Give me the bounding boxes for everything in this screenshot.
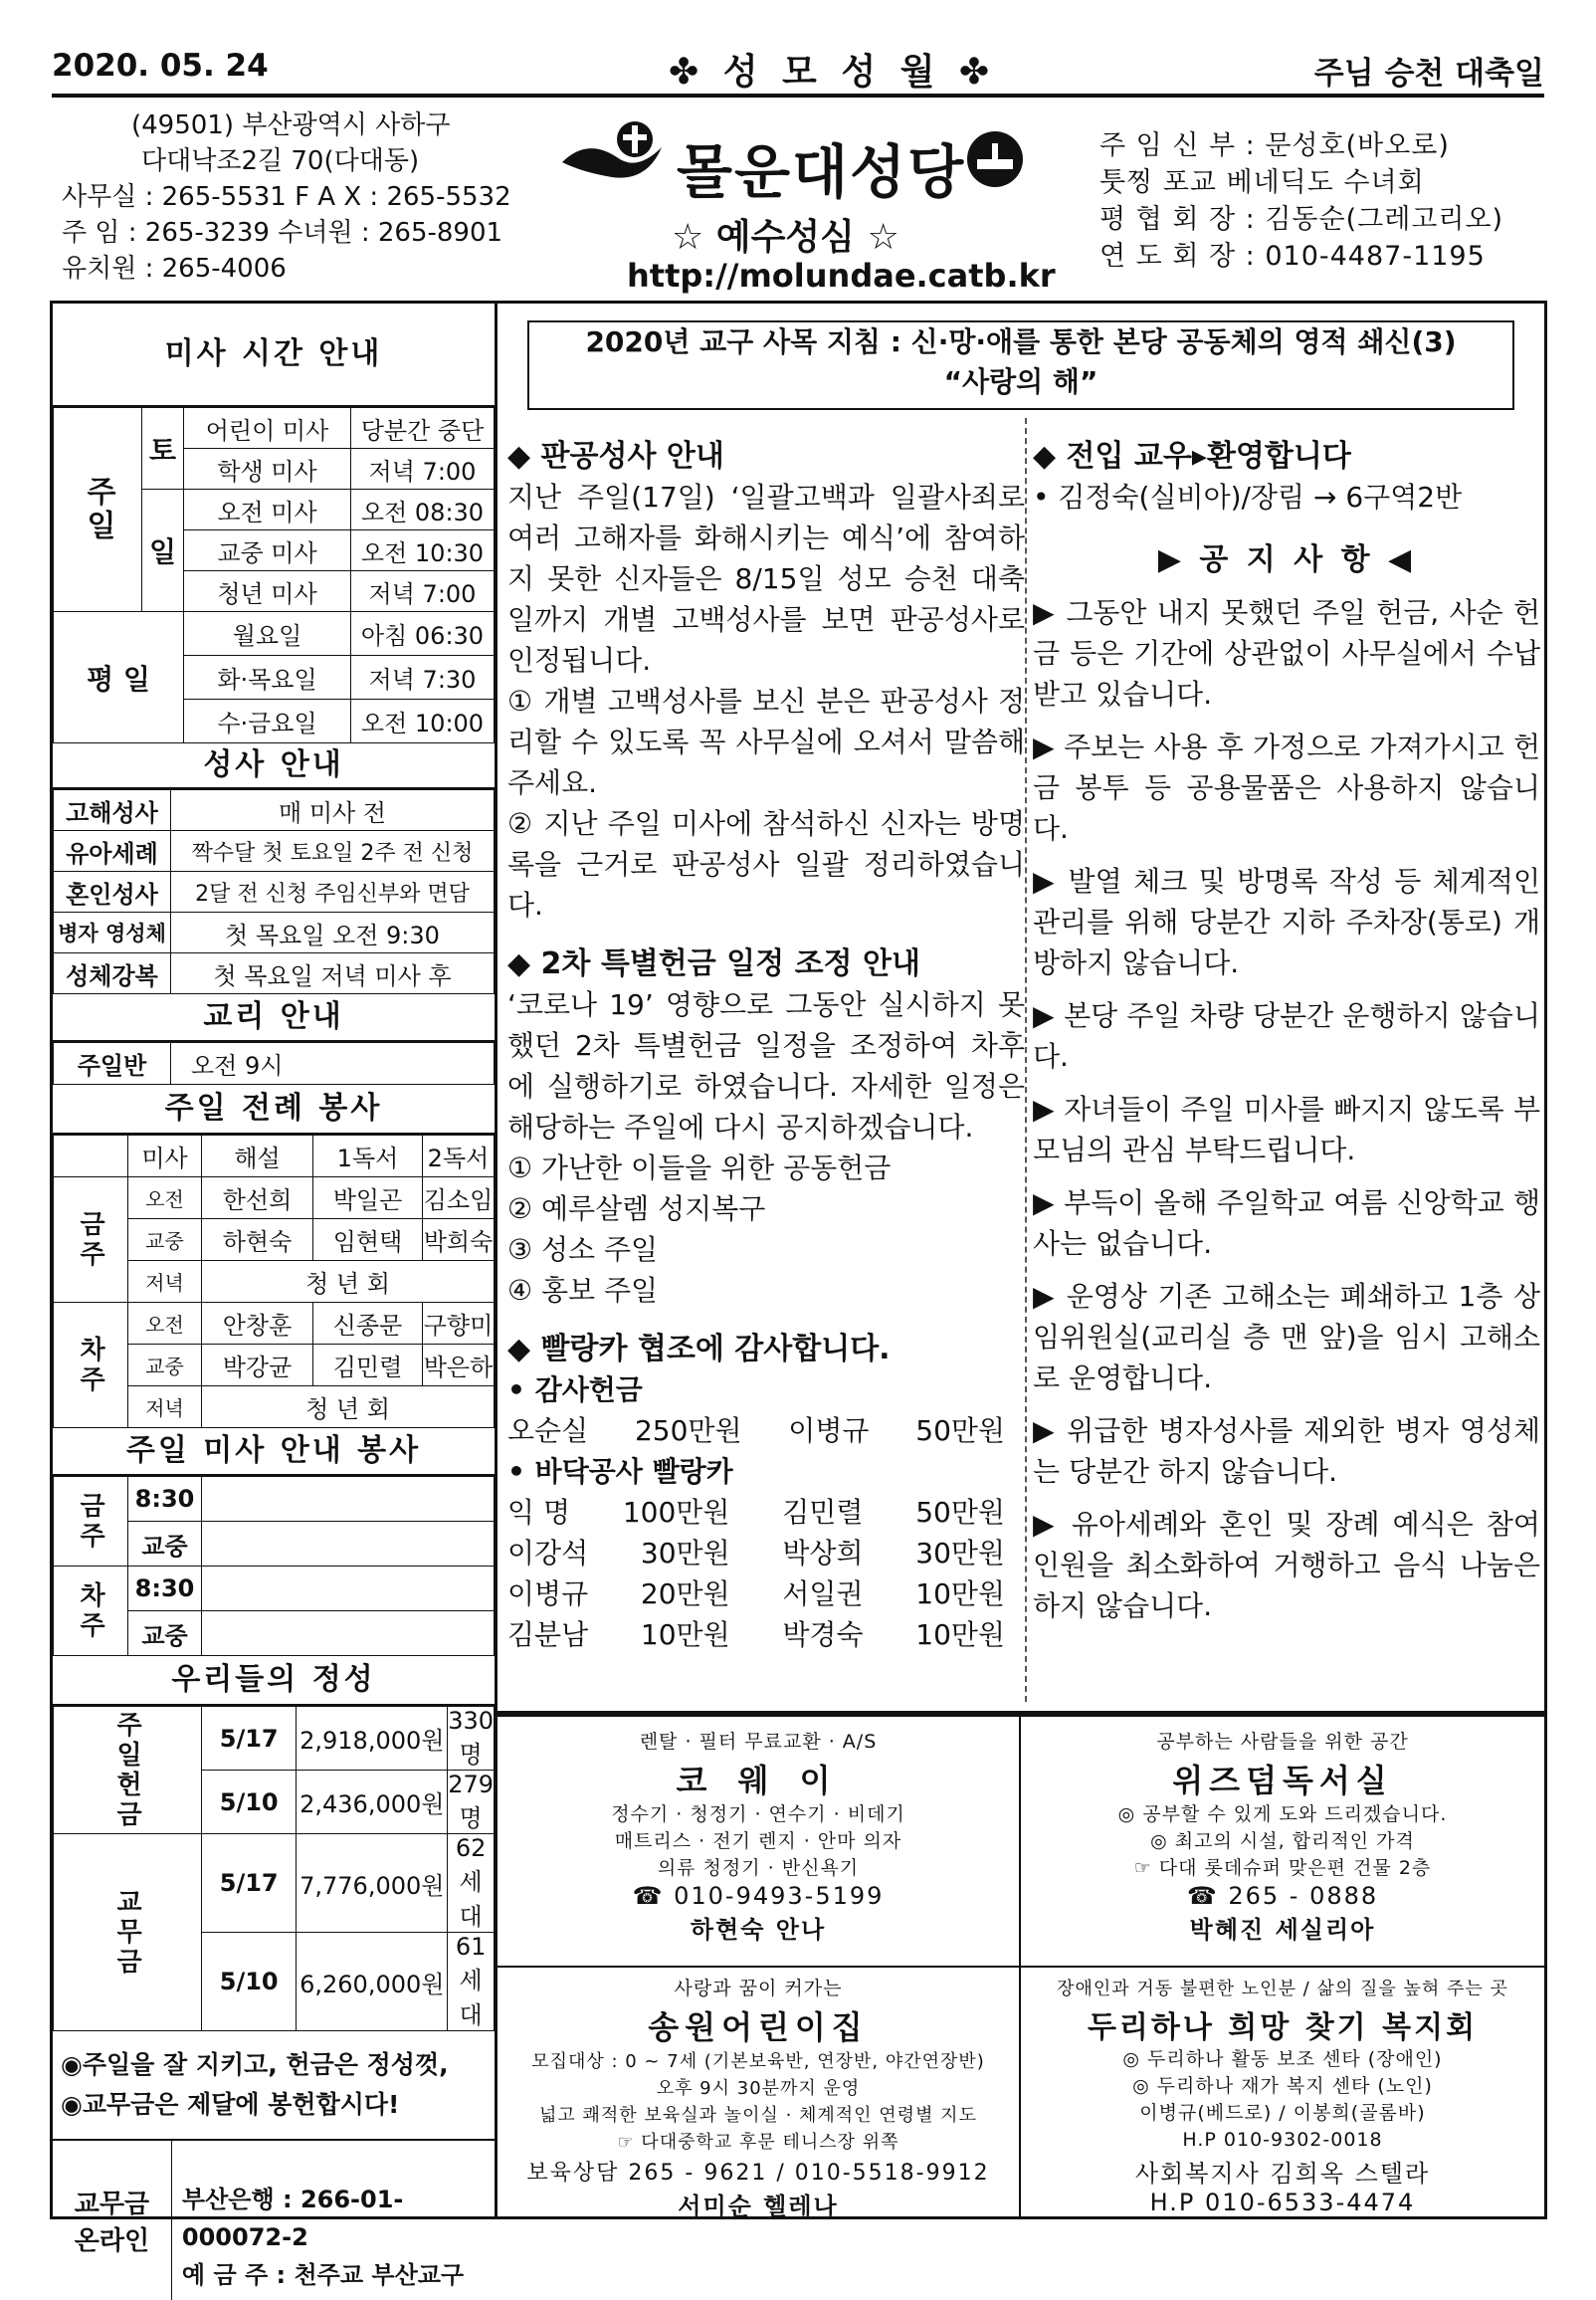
banner-subtitle: “사랑의 해” — [943, 365, 1098, 398]
ad-durihana — [1021, 1968, 1544, 2218]
mass-name: 교중 미사 — [184, 530, 351, 571]
reader-2: 김소임 — [423, 1177, 495, 1219]
liturgy-table — [53, 1135, 495, 1428]
mass-times-title: 미사 시간 안내 — [53, 304, 495, 407]
sacrament-value: 첫 목요일 오전 9:30 — [171, 913, 495, 953]
ad-line: 모집대상 : 0 ~ 7세 (기본보육반, 연장반, 야간연장반) — [531, 2051, 985, 2072]
liturgy-header: 1독서 — [313, 1136, 423, 1177]
donor-amount: 10만원 — [915, 1618, 1005, 1651]
sacraments-table — [53, 789, 495, 994]
church-building-icon — [965, 129, 1025, 189]
kindergarten-phone: 유치원 : 265-4006 — [62, 254, 287, 284]
bulletin-title: ✤ 성 모 성 월 ✤ — [669, 52, 996, 93]
offering-count: 330명 — [448, 1707, 494, 1769]
guide-empty — [202, 1611, 495, 1656]
offering-date: 5/17 — [202, 1834, 297, 1933]
offering-note: ◉주일을 잘 지키고, 헌금은 정성껏, — [61, 2050, 449, 2079]
guide-slot: 교중 — [128, 1522, 202, 1567]
mass-label: 오전 — [128, 1177, 202, 1219]
reader-1: 임현택 — [313, 1219, 423, 1261]
offering-amount: 2,436,000원 — [297, 1771, 448, 1834]
staff-line: 연 도 회 장 : 010-4487-1195 — [1099, 241, 1486, 272]
offering-amount: 7,776,000원 — [297, 1834, 448, 1933]
address-line: 다대낙조2길 70(다대동) — [141, 146, 420, 176]
reader-2: 박은하 — [423, 1345, 495, 1386]
donor-name: 서일권 — [782, 1577, 864, 1610]
reader-1: 김민렬 — [313, 1345, 423, 1386]
mass-time: 오전 10:30 — [351, 530, 495, 571]
notices-heading: ▶ 공 지 사 항 ◀ — [1157, 542, 1416, 577]
reader-1: 신종문 — [313, 1303, 423, 1345]
confession-item: ② 지난 주일 미사에 참석하신 신자는 방명록을 근거로 판공성사 일괄 정리하였습니다. — [507, 807, 1025, 922]
catechism-time: 오전 9시 — [171, 1043, 495, 1085]
palanca-subheading: • 바닥공사 빨랑카 — [507, 1455, 733, 1488]
offering-count: 279명 — [448, 1771, 494, 1832]
pastoral-banner — [527, 320, 1514, 410]
ad-line: ☞ 다대 롯데슈퍼 맞은편 건물 2층 — [1133, 1857, 1432, 1879]
mass-label: 교중 — [128, 1345, 202, 1386]
palanca-heading: ◆ 빨랑카 협조에 감사합니다. — [507, 1332, 891, 1366]
ad-line: H.P 010-9302-0018 — [1182, 2129, 1383, 2151]
guide-slot: 8:30 — [128, 1567, 202, 1611]
donor-amount: 30만원 — [640, 1537, 730, 1569]
mass-name: 청년 미사 — [184, 571, 351, 612]
commentator: 하현숙 — [202, 1219, 313, 1261]
commentator: 한선희 — [202, 1177, 313, 1219]
mass-name: 어린이 미사 — [184, 408, 351, 449]
this-week-label: 금주 — [54, 1177, 128, 1303]
this-week-label: 금주 — [54, 1477, 128, 1567]
ad-line: 오후 9시 30분까지 운영 — [656, 2078, 861, 2099]
ad-name: 두리하나 희망 찾기 복지회 — [1087, 2010, 1479, 2045]
top-bar — [52, 44, 1544, 98]
ad-tagline: 공부하는 사람들을 위한 공간 — [1156, 1731, 1409, 1753]
guide-slot: 교중 — [128, 1611, 202, 1656]
donor-amount: 30만원 — [915, 1537, 1005, 1569]
mass-times-table — [53, 407, 495, 743]
ad-songwon — [498, 1968, 1021, 2218]
special-offering-item: ① 가난한 이들을 위한 공동헌금 — [507, 1151, 892, 1184]
ad-wisdom — [1021, 1717, 1544, 1968]
mass-time: 당분간 중단 — [351, 408, 495, 449]
guide-slot: 8:30 — [128, 1477, 202, 1522]
donor-amount: 50만원 — [915, 1496, 1005, 1529]
mass-time: 오전 08:30 — [351, 490, 495, 530]
offering-table — [53, 1706, 495, 2031]
commentator: 박강균 — [202, 1345, 313, 1386]
donor-amount: 50만원 — [915, 1414, 1005, 1447]
confession-heading: ◆ 판공성사 안내 — [507, 439, 724, 474]
address-line: (49501) 부산광역시 사하구 — [131, 110, 451, 140]
cross-wave-logo-icon — [557, 117, 667, 197]
youth-group: 청 년 회 — [202, 1386, 495, 1428]
church-motto: ☆ 예수성심 ☆ — [672, 217, 899, 258]
catechism-name: 주일반 — [54, 1043, 171, 1085]
sunday-day-label: 일 — [142, 490, 184, 612]
confession-item: ① 개별 고백성사를 보신 분은 판공성사 정리할 수 있도록 꼭 사무실에 오셔서 말씀해 주세요. — [507, 685, 1025, 799]
ad-line: 매트리스 · 전기 렌지 · 안마 의자 — [614, 1830, 902, 1852]
guide-title: 주일 미사 안내 봉사 — [53, 1428, 495, 1476]
mass-label: 저녁 — [128, 1386, 202, 1428]
notice-item: ▶ 주보는 사용 후 가정으로 가져가시고 헌금 봉투 등 공용물품은 사용하지 않습니다. — [1033, 731, 1540, 845]
sacrament-name: 유아세례 — [54, 831, 171, 872]
staff-line: 주 임 신 부 : 문성호(바오로) — [1099, 130, 1450, 161]
ad-tagline: 사랑과 꿈이 커가는 — [674, 1978, 843, 1999]
mass-time: 저녁 7:30 — [351, 656, 495, 700]
mass-label: 저녁 — [128, 1261, 202, 1303]
donor-row — [507, 1410, 1025, 1451]
offering-title: 우리들의 정성 — [53, 1656, 495, 1706]
ad-tagline: 렌탈 · 필터 무료교환 · A/S — [639, 1731, 878, 1753]
church-url[interactable]: http://molundae.catb.kr — [627, 257, 1056, 295]
mass-name: 학생 미사 — [184, 449, 351, 490]
ad-contact: 박혜진 세실리아 — [1189, 1916, 1376, 1944]
dues-label: 교무금 — [54, 1834, 202, 2031]
sacrament-value: 짝수달 첫 토요일 2주 전 신청 — [171, 831, 495, 872]
offering-amount: 2,918,000원 — [297, 1707, 448, 1771]
donor-name: 박경숙 — [782, 1618, 864, 1651]
mass-name: 화·목요일 — [184, 656, 351, 700]
ad-phone: ☎ 010-9493-5199 — [632, 1882, 885, 1910]
priest-phone: 주 임 : 265-3239 수녀원 : 265-8901 — [62, 218, 503, 248]
donor-name: 익 명 — [507, 1496, 570, 1529]
church-logo — [557, 117, 1056, 307]
catechism-table — [53, 1042, 495, 1085]
sacrament-name: 혼인성사 — [54, 872, 171, 913]
ad-line: 정수기 · 청정기 · 연수기 · 비데기 — [611, 1803, 905, 1825]
notice-item: ▶ 그동안 내지 못했던 주일 헌금, 사순 헌금 등은 기간에 상관없이 사무실에서 수납 받고 있습니다. — [1033, 596, 1540, 711]
notice-item: ▶ 운영상 기존 고해소는 폐쇄하고 1층 상임위원실(교리실 층 맨 앞)을 임시 고해소로 운영합니다. — [1033, 1280, 1540, 1394]
news-column-right — [1033, 436, 1540, 1626]
guide-table — [53, 1476, 495, 1656]
banner-line: 2020년 교구 사목 지침 : 신·망·애를 통한 본당 공동체의 영적 쇄신(3) — [585, 325, 1457, 358]
mass-name: 월요일 — [184, 612, 351, 656]
sunday-label: 주일 — [54, 408, 142, 612]
ad-phone: 보육상담 265 - 9621 / 010-5518-9912 — [526, 2161, 990, 2186]
mass-label: 교중 — [128, 1219, 202, 1261]
sacrament-value: 매 미사 전 — [171, 790, 495, 831]
staff-line: 툿찡 포교 베네딕도 수녀회 — [1099, 167, 1425, 198]
ad-line: 이병규(베드로) / 이봉희(골롬바) — [1139, 2102, 1426, 2124]
donor-name: 오순실 — [507, 1414, 589, 1447]
saturday-label: 토 — [142, 408, 184, 490]
mass-label: 오전 — [128, 1303, 202, 1345]
online-payment — [53, 2141, 495, 2300]
notice-item: ▶ 자녀들이 주일 미사를 빠지지 않도록 부모님의 관심 부탁드립니다. — [1033, 1093, 1540, 1166]
special-offering-item: ④ 홍보 주일 — [507, 1274, 659, 1307]
ads-box — [498, 1714, 1547, 2219]
special-offering-heading: ◆ 2차 특별헌금 일정 조정 안내 — [507, 946, 920, 981]
ad-line: 의류 청정기 · 반신욕기 — [657, 1857, 860, 1879]
ad-phone: 사회복지사 김희옥 스텔라 — [1134, 2160, 1431, 2188]
offering-date: 5/10 — [202, 1771, 297, 1834]
ad-line: ◎ 최고의 시설, 합리적인 가격 — [1150, 1830, 1415, 1852]
account-holder: 예 금 주 : 천주교 부산교구 — [181, 2261, 465, 2289]
donor-amount: 10만원 — [915, 1577, 1005, 1610]
ad-tagline: 장애인과 거동 불편한 노인분 / 삶의 질을 높혀 주는 곳 — [1057, 1979, 1508, 1999]
next-week-label: 차주 — [54, 1303, 128, 1428]
donor-name: 이병규 — [788, 1414, 870, 1447]
liturgy-header: 해설 — [202, 1136, 313, 1177]
mass-name: 수·금요일 — [184, 700, 351, 743]
offering-amount: 6,260,000원 — [297, 1933, 448, 2031]
ad-line: ◎ 두리하나 재가 복지 센타 (노인) — [1132, 2075, 1433, 2097]
mass-time: 저녁 7:00 — [351, 449, 495, 490]
palanca-subheading: • 감사헌금 — [507, 1373, 643, 1406]
welcome-heading: ◆ 전입 교우▸환영합니다 — [1033, 439, 1351, 474]
donor-name: 김분남 — [507, 1618, 589, 1651]
special-offering-item: ② 예루살렘 성지복구 — [507, 1192, 766, 1225]
liturgy-header: 2독서 — [423, 1136, 495, 1177]
catechism-title: 교리 안내 — [53, 994, 495, 1042]
column-divider — [1025, 418, 1027, 1702]
next-week-label: 차주 — [54, 1567, 128, 1656]
ad-line: ◎ 두리하나 활동 보조 센타 (장애인) — [1122, 2048, 1443, 2070]
donor-name: 박상희 — [782, 1537, 864, 1569]
staff-line: 평 협 회 장 : 김동순(그레고리오) — [1099, 204, 1504, 235]
sacrament-value: 2달 전 신청 주임신부와 면담 — [171, 872, 495, 913]
ad-contact: H.P 010-6533-4474 — [1149, 2189, 1416, 2216]
issue-date: 2020. 05. 24 — [52, 48, 269, 84]
notice-item: ▶ 본당 주일 차량 당분간 운행하지 않습니다. — [1033, 999, 1540, 1073]
donor-row — [507, 1533, 1025, 1573]
offering-notes — [53, 2031, 495, 2141]
offering-date: 5/10 — [202, 1933, 297, 2031]
donor-row — [507, 1492, 1025, 1533]
sacrament-name: 성체강복 — [54, 953, 171, 994]
staff-list — [1099, 127, 1503, 275]
donor-name: 이강석 — [507, 1537, 589, 1569]
mass-time: 오전 10:00 — [351, 700, 495, 743]
ad-name: 코 웨 이 — [676, 1762, 841, 1799]
donor-amount: 20만원 — [640, 1577, 730, 1610]
mass-time: 저녁 7:00 — [351, 571, 495, 612]
corner-cell — [54, 1136, 128, 1177]
online-label: 교무금 온라인 — [53, 2141, 172, 2300]
sunday-offering-label: 주일헌금 — [54, 1707, 202, 1834]
mass-time: 아침 06:30 — [351, 612, 495, 656]
ad-coway — [498, 1717, 1021, 1968]
sacraments-title: 성사 안내 — [53, 743, 495, 789]
offering-count: 62세대 — [448, 1834, 495, 1933]
guide-empty — [202, 1567, 495, 1611]
ad-contact: 서미순 헬레나 — [678, 2193, 839, 2220]
church-address — [62, 107, 511, 287]
donor-amount: 10만원 — [640, 1618, 730, 1651]
ad-line: ◎ 공부할 수 있게 도와 드리겠습니다. — [1117, 1803, 1448, 1825]
office-phone: 사무실 : 265-5531 F A X : 265-5532 — [62, 182, 511, 212]
guide-empty — [202, 1477, 495, 1522]
youth-group: 청 년 회 — [202, 1261, 495, 1303]
notice-item: ▶ 발열 체크 및 방명록 작성 등 체계적인 관리를 위해 당분간 지하 주차장(통로) 개방하지 않습니다. — [1033, 865, 1540, 979]
liturgy-header: 미사 — [128, 1136, 202, 1177]
donor-row — [507, 1573, 1025, 1614]
bank-account: 부산은행 : 266-01-000072-2 — [181, 2186, 404, 2251]
donor-name: 김민렬 — [782, 1496, 864, 1529]
donor-amount: 250만원 — [634, 1414, 742, 1447]
church-name: 몰운대성당 — [677, 138, 966, 206]
ad-name: 위즈덤독서실 — [1172, 1762, 1393, 1799]
special-offering-item: ③ 성소 주일 — [507, 1233, 659, 1266]
ad-line: ☞ 다대중학교 후문 테니스장 위쪽 — [617, 2132, 899, 2153]
sacrament-name: 병자 영성체 — [54, 913, 171, 953]
weekday-label: 평 일 — [54, 612, 184, 743]
confession-body: 지난 주일(17일) ‘일괄고백과 일괄사죄로 여러 고해자를 화해시키는 예식’에 참여하지 못한 신자들은 8/15일 성모 승천 대축일까지 개별 고백성사를 보면 판공성사로 인정됩니다. — [507, 481, 1025, 677]
mass-name: 오전 미사 — [184, 490, 351, 530]
ad-contact: 하현숙 안나 — [690, 1916, 827, 1944]
news-column-left — [507, 436, 1025, 1655]
guide-empty — [202, 1522, 495, 1567]
liturgy-title: 주일 전례 봉사 — [53, 1085, 495, 1135]
notice-item: ▶ 유아세례와 혼인 및 장례 예식은 참여 인원을 최소화하여 거행하고 음식 나눔은 하지 않습니다. — [1033, 1508, 1540, 1622]
donor-row — [507, 1614, 1025, 1655]
donor-amount: 100만원 — [622, 1496, 730, 1529]
ad-line: 넓고 쾌적한 보육실과 놀이실 · 체계적인 연령별 지도 — [539, 2105, 977, 2126]
left-column — [50, 301, 498, 2289]
ad-name: 송원어린이집 — [648, 2008, 869, 2046]
offering-date: 5/17 — [202, 1707, 297, 1771]
donor-name: 이병규 — [507, 1577, 589, 1610]
notice-item: ▶ 부득이 올해 주일학교 여름 신앙학교 행사는 없습니다. — [1033, 1186, 1540, 1260]
welcome-item: • 김정숙(실비아)/장림 → 6구역2반 — [1033, 481, 1463, 514]
feast-title: 주님 승천 대축일 — [1313, 56, 1544, 92]
reader-2: 박희숙 — [423, 1219, 495, 1261]
reader-1: 박일곤 — [313, 1177, 423, 1219]
sacrament-name: 고해성사 — [54, 790, 171, 831]
commentator: 안창훈 — [202, 1303, 313, 1345]
sacrament-value: 첫 목요일 저녁 미사 후 — [171, 953, 495, 994]
offering-count: 61세대 — [448, 1933, 495, 2031]
notice-item: ▶ 위급한 병자성사를 제외한 병자 영성체는 당분간 하지 않습니다. — [1033, 1414, 1540, 1488]
special-offering-body: ‘코로나 19’ 영향으로 그동안 실시하지 못했던 2차 특별헌금 일정을 조정하여 차후에 실행하기로 하였습니다. 자세한 일정은 해당하는 주일에 다시 공지하겠습니다. — [507, 988, 1025, 1144]
reader-2: 구향미 — [423, 1303, 495, 1345]
offering-note: ◉교무금은 제달에 봉헌합시다! — [61, 2090, 400, 2119]
ad-phone: ☎ 265 - 0888 — [1186, 1882, 1379, 1910]
